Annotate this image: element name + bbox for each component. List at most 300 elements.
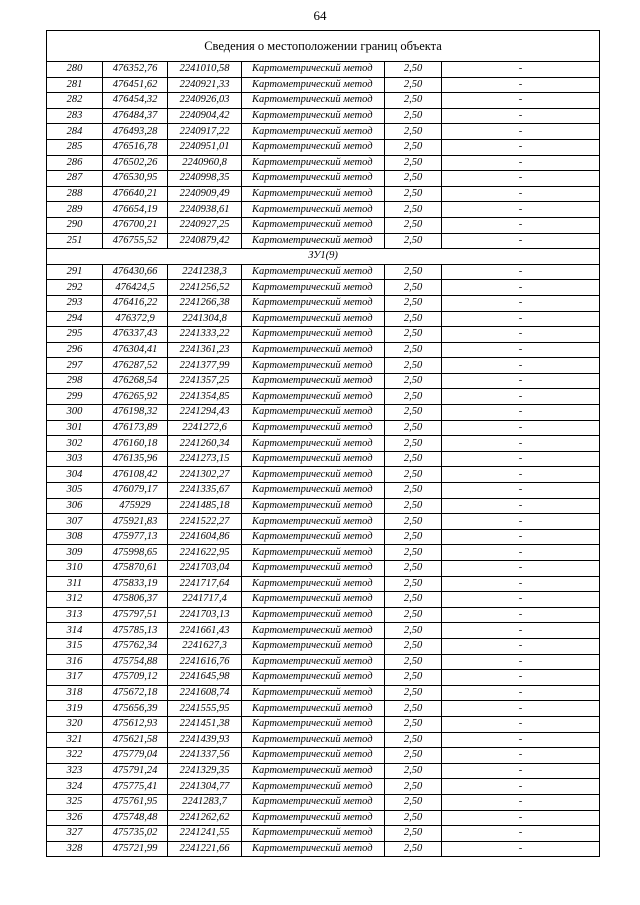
table-title: Сведения о местоположении границ объекта bbox=[47, 31, 600, 62]
method-cell: Картометрический метод bbox=[242, 561, 385, 577]
accuracy-cell: 2,50 bbox=[385, 342, 442, 358]
y-coordinate-cell: 2241522,27 bbox=[168, 514, 242, 530]
description-cell: - bbox=[442, 701, 600, 717]
method-cell: Картометрический метод bbox=[242, 124, 385, 140]
accuracy-cell: 2,50 bbox=[385, 514, 442, 530]
accuracy-cell: 2,50 bbox=[385, 295, 442, 311]
method-cell: Картометрический метод bbox=[242, 62, 385, 78]
table-row bbox=[47, 295, 600, 311]
method-cell: Картометрический метод bbox=[242, 498, 385, 514]
accuracy-cell: 2,50 bbox=[385, 607, 442, 623]
description-cell: - bbox=[442, 280, 600, 296]
table-row bbox=[47, 389, 600, 405]
accuracy-cell: 2,50 bbox=[385, 171, 442, 187]
method-cell: Картометрический метод bbox=[242, 93, 385, 109]
method-cell: Картометрический метод bbox=[242, 467, 385, 483]
point-number-cell: 305 bbox=[47, 483, 103, 499]
y-coordinate-cell: 2241221,66 bbox=[168, 841, 242, 857]
method-cell: Картометрический метод bbox=[242, 358, 385, 374]
y-coordinate-cell: 2241335,67 bbox=[168, 483, 242, 499]
description-cell: - bbox=[442, 139, 600, 155]
method-cell: Картометрический метод bbox=[242, 77, 385, 93]
y-coordinate-cell: 2241357,25 bbox=[168, 373, 242, 389]
description-cell: - bbox=[442, 576, 600, 592]
description-cell: - bbox=[442, 295, 600, 311]
description-cell: - bbox=[442, 373, 600, 389]
table-row bbox=[47, 794, 600, 810]
x-coordinate-cell: 475672,18 bbox=[103, 685, 168, 701]
method-cell: Картометрический метод bbox=[242, 327, 385, 343]
x-coordinate-cell: 476516,78 bbox=[103, 139, 168, 155]
x-coordinate-cell: 476430,66 bbox=[103, 264, 168, 280]
table-row bbox=[47, 654, 600, 670]
x-coordinate-cell: 476454,32 bbox=[103, 93, 168, 109]
x-coordinate-cell: 476424,5 bbox=[103, 280, 168, 296]
point-number-cell: 315 bbox=[47, 638, 103, 654]
table-row bbox=[47, 576, 600, 592]
accuracy-cell: 2,50 bbox=[385, 327, 442, 343]
y-coordinate-cell: 2240998,35 bbox=[168, 171, 242, 187]
method-cell: Картометрический метод bbox=[242, 342, 385, 358]
y-coordinate-cell: 2241608,74 bbox=[168, 685, 242, 701]
point-number-cell: 282 bbox=[47, 93, 103, 109]
method-cell: Картометрический метод bbox=[242, 732, 385, 748]
y-coordinate-cell: 2241622,95 bbox=[168, 545, 242, 561]
x-coordinate-cell: 475721,99 bbox=[103, 841, 168, 857]
accuracy-cell: 2,50 bbox=[385, 280, 442, 296]
description-cell: - bbox=[442, 62, 600, 78]
y-coordinate-cell: 2241703,04 bbox=[168, 561, 242, 577]
accuracy-cell: 2,50 bbox=[385, 358, 442, 374]
description-cell: - bbox=[442, 748, 600, 764]
x-coordinate-cell: 476135,96 bbox=[103, 451, 168, 467]
table-row bbox=[47, 139, 600, 155]
x-coordinate-cell: 475709,12 bbox=[103, 670, 168, 686]
y-coordinate-cell: 2241266,38 bbox=[168, 295, 242, 311]
y-coordinate-cell: 2241627,3 bbox=[168, 638, 242, 654]
point-number-cell: 324 bbox=[47, 779, 103, 795]
method-cell: Картометрический метод bbox=[242, 670, 385, 686]
y-coordinate-cell: 2240904,42 bbox=[168, 108, 242, 124]
description-cell: - bbox=[442, 108, 600, 124]
x-coordinate-cell: 476173,89 bbox=[103, 420, 168, 436]
x-coordinate-cell: 475735,02 bbox=[103, 826, 168, 842]
point-number-cell: 283 bbox=[47, 108, 103, 124]
accuracy-cell: 2,50 bbox=[385, 685, 442, 701]
description-cell: - bbox=[442, 638, 600, 654]
description-cell: - bbox=[442, 732, 600, 748]
description-cell: - bbox=[442, 155, 600, 171]
point-number-cell: 326 bbox=[47, 810, 103, 826]
accuracy-cell: 2,50 bbox=[385, 498, 442, 514]
method-cell: Картометрический метод bbox=[242, 295, 385, 311]
method-cell: Картометрический метод bbox=[242, 451, 385, 467]
accuracy-cell: 2,50 bbox=[385, 670, 442, 686]
point-number-cell: 290 bbox=[47, 217, 103, 233]
boundary-table bbox=[46, 30, 600, 857]
table-row bbox=[47, 342, 600, 358]
table-row bbox=[47, 701, 600, 717]
method-cell: Картометрический метод bbox=[242, 311, 385, 327]
group-label: ЗУ1(9) bbox=[47, 249, 600, 265]
table-row bbox=[47, 155, 600, 171]
accuracy-cell: 2,50 bbox=[385, 467, 442, 483]
accuracy-cell: 2,50 bbox=[385, 748, 442, 764]
method-cell: Картометрический метод bbox=[242, 186, 385, 202]
table-row bbox=[47, 405, 600, 421]
x-coordinate-cell: 475977,13 bbox=[103, 529, 168, 545]
x-coordinate-cell: 476755,52 bbox=[103, 233, 168, 249]
x-coordinate-cell: 475921,83 bbox=[103, 514, 168, 530]
y-coordinate-cell: 2241485,18 bbox=[168, 498, 242, 514]
accuracy-cell: 2,50 bbox=[385, 826, 442, 842]
method-cell: Картометрический метод bbox=[242, 171, 385, 187]
description-cell: - bbox=[442, 77, 600, 93]
accuracy-cell: 2,50 bbox=[385, 186, 442, 202]
description-cell: - bbox=[442, 810, 600, 826]
point-number-cell: 323 bbox=[47, 763, 103, 779]
method-cell: Картометрический метод bbox=[242, 607, 385, 623]
accuracy-cell: 2,50 bbox=[385, 202, 442, 218]
y-coordinate-cell: 2241272,6 bbox=[168, 420, 242, 436]
method-cell: Картометрический метод bbox=[242, 436, 385, 452]
x-coordinate-cell: 475754,88 bbox=[103, 654, 168, 670]
description-cell: - bbox=[442, 436, 600, 452]
table-row bbox=[47, 763, 600, 779]
accuracy-cell: 2,50 bbox=[385, 405, 442, 421]
table-row bbox=[47, 233, 600, 249]
accuracy-cell: 2,50 bbox=[385, 763, 442, 779]
point-number-cell: 314 bbox=[47, 623, 103, 639]
description-cell: - bbox=[442, 171, 600, 187]
accuracy-cell: 2,50 bbox=[385, 373, 442, 389]
point-number-cell: 312 bbox=[47, 592, 103, 608]
point-number-cell: 320 bbox=[47, 716, 103, 732]
table-row bbox=[47, 467, 600, 483]
description-cell: - bbox=[442, 779, 600, 795]
description-cell: - bbox=[442, 327, 600, 343]
accuracy-cell: 2,50 bbox=[385, 483, 442, 499]
description-cell: - bbox=[442, 483, 600, 499]
point-number-cell: 317 bbox=[47, 670, 103, 686]
y-coordinate-cell: 2241451,38 bbox=[168, 716, 242, 732]
x-coordinate-cell: 475833,19 bbox=[103, 576, 168, 592]
table-row bbox=[47, 545, 600, 561]
point-number-cell: 251 bbox=[47, 233, 103, 249]
method-cell: Картометрический метод bbox=[242, 841, 385, 857]
y-coordinate-cell: 2241717,64 bbox=[168, 576, 242, 592]
accuracy-cell: 2,50 bbox=[385, 217, 442, 233]
point-number-cell: 288 bbox=[47, 186, 103, 202]
description-cell: - bbox=[442, 841, 600, 857]
table-row bbox=[47, 436, 600, 452]
table-row bbox=[47, 62, 600, 78]
y-coordinate-cell: 2241260,34 bbox=[168, 436, 242, 452]
description-cell: - bbox=[442, 342, 600, 358]
description-cell: - bbox=[442, 311, 600, 327]
x-coordinate-cell: 475779,04 bbox=[103, 748, 168, 764]
y-coordinate-cell: 2241329,35 bbox=[168, 763, 242, 779]
y-coordinate-cell: 2241645,98 bbox=[168, 670, 242, 686]
x-coordinate-cell: 475612,93 bbox=[103, 716, 168, 732]
accuracy-cell: 2,50 bbox=[385, 545, 442, 561]
description-cell: - bbox=[442, 451, 600, 467]
description-cell: - bbox=[442, 654, 600, 670]
table-row bbox=[47, 311, 600, 327]
method-cell: Картометрический метод bbox=[242, 420, 385, 436]
point-number-cell: 327 bbox=[47, 826, 103, 842]
point-number-cell: 310 bbox=[47, 561, 103, 577]
description-cell: - bbox=[442, 264, 600, 280]
y-coordinate-cell: 2241661,43 bbox=[168, 623, 242, 639]
point-number-cell: 309 bbox=[47, 545, 103, 561]
x-coordinate-cell: 475762,34 bbox=[103, 638, 168, 654]
point-number-cell: 325 bbox=[47, 794, 103, 810]
accuracy-cell: 2,50 bbox=[385, 264, 442, 280]
point-number-cell: 313 bbox=[47, 607, 103, 623]
x-coordinate-cell: 476079,17 bbox=[103, 483, 168, 499]
x-coordinate-cell: 476287,52 bbox=[103, 358, 168, 374]
accuracy-cell: 2,50 bbox=[385, 311, 442, 327]
method-cell: Картометрический метод bbox=[242, 654, 385, 670]
y-coordinate-cell: 2241304,77 bbox=[168, 779, 242, 795]
table-row bbox=[47, 826, 600, 842]
group-label-row bbox=[47, 249, 600, 265]
method-cell: Картометрический метод bbox=[242, 685, 385, 701]
y-coordinate-cell: 2241304,8 bbox=[168, 311, 242, 327]
accuracy-cell: 2,50 bbox=[385, 124, 442, 140]
y-coordinate-cell: 2240879,42 bbox=[168, 233, 242, 249]
y-coordinate-cell: 2241241,55 bbox=[168, 826, 242, 842]
table-row bbox=[47, 202, 600, 218]
accuracy-cell: 2,50 bbox=[385, 623, 442, 639]
description-cell: - bbox=[442, 794, 600, 810]
y-coordinate-cell: 2241262,62 bbox=[168, 810, 242, 826]
accuracy-cell: 2,50 bbox=[385, 233, 442, 249]
x-coordinate-cell: 475797,51 bbox=[103, 607, 168, 623]
y-coordinate-cell: 2241703,13 bbox=[168, 607, 242, 623]
point-number-cell: 302 bbox=[47, 436, 103, 452]
point-number-cell: 322 bbox=[47, 748, 103, 764]
x-coordinate-cell: 475775,41 bbox=[103, 779, 168, 795]
table-row bbox=[47, 841, 600, 857]
y-coordinate-cell: 2240927,25 bbox=[168, 217, 242, 233]
method-cell: Картометрический метод bbox=[242, 529, 385, 545]
table-row bbox=[47, 186, 600, 202]
description-cell: - bbox=[442, 405, 600, 421]
x-coordinate-cell: 475656,39 bbox=[103, 701, 168, 717]
table-row bbox=[47, 592, 600, 608]
method-cell: Картометрический метод bbox=[242, 280, 385, 296]
point-number-cell: 296 bbox=[47, 342, 103, 358]
y-coordinate-cell: 2241256,52 bbox=[168, 280, 242, 296]
y-coordinate-cell: 2241337,56 bbox=[168, 748, 242, 764]
y-coordinate-cell: 2240909,49 bbox=[168, 186, 242, 202]
accuracy-cell: 2,50 bbox=[385, 779, 442, 795]
y-coordinate-cell: 2241354,85 bbox=[168, 389, 242, 405]
y-coordinate-cell: 2241333,22 bbox=[168, 327, 242, 343]
y-coordinate-cell: 2240960,8 bbox=[168, 155, 242, 171]
x-coordinate-cell: 475929 bbox=[103, 498, 168, 514]
description-cell: - bbox=[442, 233, 600, 249]
point-number-cell: 293 bbox=[47, 295, 103, 311]
point-number-cell: 284 bbox=[47, 124, 103, 140]
method-cell: Картометрический метод bbox=[242, 794, 385, 810]
table-row bbox=[47, 124, 600, 140]
accuracy-cell: 2,50 bbox=[385, 139, 442, 155]
description-cell: - bbox=[442, 826, 600, 842]
y-coordinate-cell: 2241010,58 bbox=[168, 62, 242, 78]
table-row bbox=[47, 607, 600, 623]
table-row bbox=[47, 623, 600, 639]
y-coordinate-cell: 2240921,33 bbox=[168, 77, 242, 93]
description-cell: - bbox=[442, 670, 600, 686]
accuracy-cell: 2,50 bbox=[385, 732, 442, 748]
point-number-cell: 304 bbox=[47, 467, 103, 483]
y-coordinate-cell: 2241283,7 bbox=[168, 794, 242, 810]
accuracy-cell: 2,50 bbox=[385, 93, 442, 109]
table-row bbox=[47, 514, 600, 530]
y-coordinate-cell: 2241361,23 bbox=[168, 342, 242, 358]
table-row bbox=[47, 670, 600, 686]
method-cell: Картометрический метод bbox=[242, 638, 385, 654]
point-number-cell: 321 bbox=[47, 732, 103, 748]
point-number-cell: 297 bbox=[47, 358, 103, 374]
description-cell: - bbox=[442, 202, 600, 218]
x-coordinate-cell: 476654,19 bbox=[103, 202, 168, 218]
point-number-cell: 292 bbox=[47, 280, 103, 296]
method-cell: Картометрический метод bbox=[242, 576, 385, 592]
x-coordinate-cell: 475621,58 bbox=[103, 732, 168, 748]
description-cell: - bbox=[442, 607, 600, 623]
accuracy-cell: 2,50 bbox=[385, 77, 442, 93]
accuracy-cell: 2,50 bbox=[385, 108, 442, 124]
table-row bbox=[47, 373, 600, 389]
accuracy-cell: 2,50 bbox=[385, 810, 442, 826]
x-coordinate-cell: 475785,13 bbox=[103, 623, 168, 639]
table-row bbox=[47, 685, 600, 701]
x-coordinate-cell: 476451,62 bbox=[103, 77, 168, 93]
description-cell: - bbox=[442, 529, 600, 545]
point-number-cell: 307 bbox=[47, 514, 103, 530]
method-cell: Картометрический метод bbox=[242, 810, 385, 826]
method-cell: Картометрический метод bbox=[242, 405, 385, 421]
y-coordinate-cell: 2241439,93 bbox=[168, 732, 242, 748]
table-row bbox=[47, 451, 600, 467]
description-cell: - bbox=[442, 561, 600, 577]
x-coordinate-cell: 476352,76 bbox=[103, 62, 168, 78]
x-coordinate-cell: 475806,37 bbox=[103, 592, 168, 608]
method-cell: Картометрический метод bbox=[242, 233, 385, 249]
x-coordinate-cell: 476493,28 bbox=[103, 124, 168, 140]
table-row bbox=[47, 498, 600, 514]
point-number-cell: 287 bbox=[47, 171, 103, 187]
description-cell: - bbox=[442, 420, 600, 436]
x-coordinate-cell: 476640,21 bbox=[103, 186, 168, 202]
accuracy-cell: 2,50 bbox=[385, 529, 442, 545]
y-coordinate-cell: 2241302,27 bbox=[168, 467, 242, 483]
method-cell: Картометрический метод bbox=[242, 779, 385, 795]
method-cell: Картометрический метод bbox=[242, 483, 385, 499]
accuracy-cell: 2,50 bbox=[385, 420, 442, 436]
table-row bbox=[47, 483, 600, 499]
x-coordinate-cell: 476304,41 bbox=[103, 342, 168, 358]
method-cell: Картометрический метод bbox=[242, 514, 385, 530]
method-cell: Картометрический метод bbox=[242, 592, 385, 608]
table-row bbox=[47, 732, 600, 748]
x-coordinate-cell: 476265,92 bbox=[103, 389, 168, 405]
point-number-cell: 303 bbox=[47, 451, 103, 467]
table-body bbox=[47, 31, 600, 857]
y-coordinate-cell: 2241555,95 bbox=[168, 701, 242, 717]
point-number-cell: 280 bbox=[47, 62, 103, 78]
accuracy-cell: 2,50 bbox=[385, 436, 442, 452]
description-cell: - bbox=[442, 716, 600, 732]
method-cell: Картометрический метод bbox=[242, 623, 385, 639]
accuracy-cell: 2,50 bbox=[385, 592, 442, 608]
accuracy-cell: 2,50 bbox=[385, 841, 442, 857]
point-number-cell: 328 bbox=[47, 841, 103, 857]
description-cell: - bbox=[442, 93, 600, 109]
table-row bbox=[47, 748, 600, 764]
x-coordinate-cell: 476700,21 bbox=[103, 217, 168, 233]
method-cell: Картометрический метод bbox=[242, 202, 385, 218]
table-row bbox=[47, 280, 600, 296]
y-coordinate-cell: 2240926,03 bbox=[168, 93, 242, 109]
accuracy-cell: 2,50 bbox=[385, 389, 442, 405]
y-coordinate-cell: 2241717,4 bbox=[168, 592, 242, 608]
table-row bbox=[47, 779, 600, 795]
x-coordinate-cell: 476160,18 bbox=[103, 436, 168, 452]
point-number-cell: 300 bbox=[47, 405, 103, 421]
accuracy-cell: 2,50 bbox=[385, 561, 442, 577]
point-number-cell: 301 bbox=[47, 420, 103, 436]
point-number-cell: 285 bbox=[47, 139, 103, 155]
x-coordinate-cell: 475761,95 bbox=[103, 794, 168, 810]
description-cell: - bbox=[442, 186, 600, 202]
point-number-cell: 311 bbox=[47, 576, 103, 592]
x-coordinate-cell: 476484,37 bbox=[103, 108, 168, 124]
accuracy-cell: 2,50 bbox=[385, 451, 442, 467]
description-cell: - bbox=[442, 623, 600, 639]
point-number-cell: 306 bbox=[47, 498, 103, 514]
method-cell: Картометрический метод bbox=[242, 826, 385, 842]
accuracy-cell: 2,50 bbox=[385, 654, 442, 670]
description-cell: - bbox=[442, 592, 600, 608]
accuracy-cell: 2,50 bbox=[385, 701, 442, 717]
accuracy-cell: 2,50 bbox=[385, 794, 442, 810]
method-cell: Картометрический метод bbox=[242, 701, 385, 717]
point-number-cell: 286 bbox=[47, 155, 103, 171]
point-number-cell: 281 bbox=[47, 77, 103, 93]
description-cell: - bbox=[442, 685, 600, 701]
x-coordinate-cell: 476372,9 bbox=[103, 311, 168, 327]
x-coordinate-cell: 476530,95 bbox=[103, 171, 168, 187]
method-cell: Картометрический метод bbox=[242, 389, 385, 405]
method-cell: Картометрический метод bbox=[242, 217, 385, 233]
accuracy-cell: 2,50 bbox=[385, 638, 442, 654]
x-coordinate-cell: 475870,61 bbox=[103, 561, 168, 577]
x-coordinate-cell: 475791,24 bbox=[103, 763, 168, 779]
table-row bbox=[47, 217, 600, 233]
table-row bbox=[47, 171, 600, 187]
y-coordinate-cell: 2241238,3 bbox=[168, 264, 242, 280]
accuracy-cell: 2,50 bbox=[385, 716, 442, 732]
method-cell: Картометрический метод bbox=[242, 763, 385, 779]
description-cell: - bbox=[442, 545, 600, 561]
table-row bbox=[47, 264, 600, 280]
method-cell: Картометрический метод bbox=[242, 155, 385, 171]
